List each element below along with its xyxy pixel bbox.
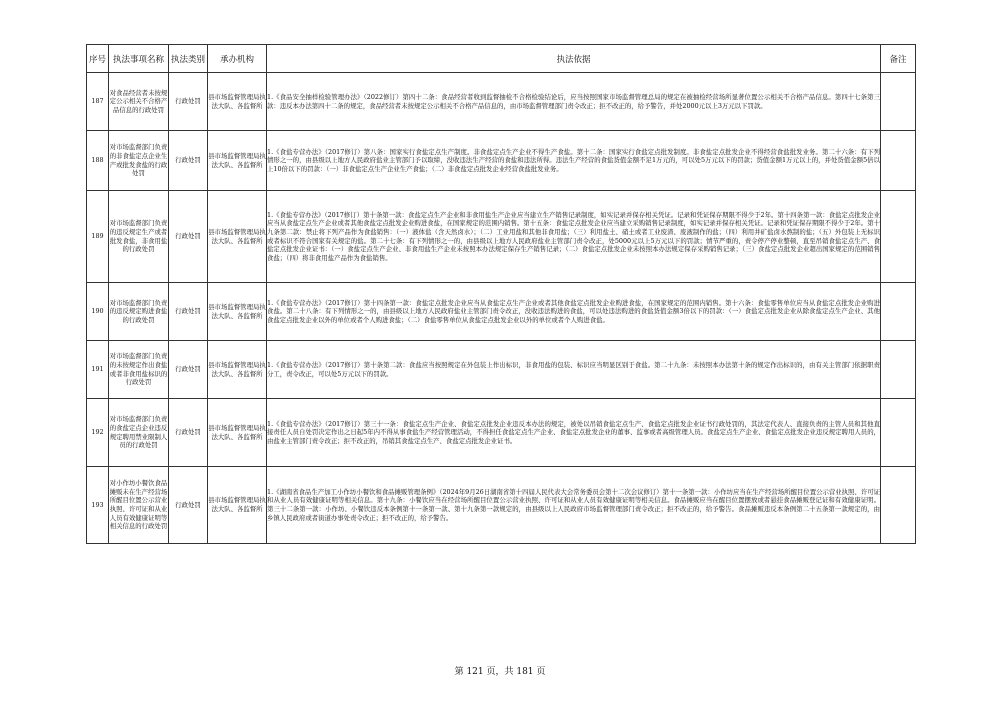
enforcement-type: 行政处罚: [169, 191, 208, 283]
handling-agency: 县市场监督管理局执法大队、各监督所: [208, 131, 267, 191]
enforcement-type: 行政处罚: [169, 73, 208, 131]
remarks: [881, 283, 916, 341]
enforcement-type: 行政处罚: [169, 131, 208, 191]
handling-agency: 县市场监督管理局执法大队、各监督所: [208, 341, 267, 399]
row-number: 187: [87, 73, 109, 131]
handling-agency: 县市场监督管理局执法大队、各监督所: [208, 283, 267, 341]
handling-agency: 县市场监督管理局执法大队、各监督所: [208, 73, 267, 131]
legal-basis: 1.《食盐专营办法》（2017修订）第八条：国家实行食盐定点生产制度。非食盐定点生产企业不得生产食盐。第十二条：国家实行食盐定点批发制度。非食盐定点批发企业不得经营食盐批发业务。第二十六条：有下列情形之一的，由县级以上地方人民政府盐业主管部门予以取缔，没收违法生产经营的食盐和违法所得。违法生产经营的食盐货值金额不足1万元的，可以处5万元以下的罚款；货值金额1万元以上的，并处货值金额5倍以上10倍以下的罚款：（一）非食盐定点生产企业生产食盐；（二）非食盐定点批发企业经营食盐批发业务。: [267, 131, 881, 191]
row-number: 188: [87, 131, 109, 191]
remarks: [881, 73, 916, 131]
remarks: [881, 341, 916, 399]
table-row: [87, 131, 916, 191]
row-number: 193: [87, 467, 109, 544]
row-number: 192: [87, 399, 109, 467]
table-row: [87, 467, 916, 544]
legal-basis: 1.《食盐专营办法》（2017修订）第三十一条：食盐定点生产企业、食盐定点批发企业违反本办法的规定，被处以吊销食盐定点生产、食盐定点批发企业证书行政处罚的，其法定代表人、直接负责的主管人员和其他直接责任人员自处罚决定作出之日起5年内不得从事食盐生产经营管理活动，不得担任食盐定点生产企业、食盐定点批发企业的董事、监事或者高级管理人员。食盐定点生产企业、食盐定点批发企业违反规定聘用人员的，由盐业主管部门责令改正；拒不改正的，吊销其食盐定点生产、食盐定点批发企业证书。: [267, 399, 881, 467]
page-number-footer: 第 121 页，共 181 页: [454, 667, 546, 677]
enforcement-type: 行政处罚: [169, 399, 208, 467]
remarks: [881, 191, 916, 283]
legal-basis: 1.《湖南省食品生产加工小作坊小餐饮和食品摊贩管理条例》（2024年9月26日湖南省第十四届人民代表大会常务委员会第十二次会议修订）第十一条第一款：小作坊应当在生产经营场所醒目位置公示营业执照、许可证和从业人员有效健康证明等相关信息。第十九条：小餐饮应当在经营场所醒目位置公示营业执照、许可证和从业人员有效健康证明等相关信息。食品摊贩应当在醒目位置摆放或者悬挂食品摊贩登记证和有效健康证明。第三十二条第一款：小作坊、小餐饮违反本条例第十一条第一款、第十九条第一款规定的，由县级以上人民政府市场监督管理部门责令改正；拒不改正的，给予警告。食品摊贩违反本条例第二十五条第一款规定的，由乡镇人民政府或者街道办事处责令改正；拒不改正的，给予警告。: [267, 467, 881, 544]
handling-agency: 县市场监督管理局执法大队、各监督所: [208, 399, 267, 467]
table-row: [87, 341, 916, 399]
header-org: 承办机构: [208, 45, 267, 73]
header-note: 备注: [881, 45, 916, 73]
row-number: 191: [87, 341, 109, 399]
remarks: [881, 131, 916, 191]
item-name: 对市场监督部门负责的未按规定作出食盐或者非食用盐标识的行政处罚: [109, 341, 169, 399]
header-type: 执法类别: [169, 45, 208, 73]
legal-basis: 1.《食盐专营办法》（2017修订）第十四条第一款：食盐定点批发企业应当从食盐定点生产企业或者其他食盐定点批发企业购进食盐，在国家规定的范围内销售。第十六条：食盐零售单位应当从食盐定点批发企业购进食盐。第二十八条：有下列情形之一的，由县级以上地方人民政府盐业主管部门责令改正，没收违法购进的食盐，可以处违法购进的食盐货值金额3倍以下的罚款：（一）食盐定点批发企业从除食盐定点生产企业、其他食盐定点批发企业以外的单位或者个人购进食盐；（二）食盐零售单位从食盐定点批发企业以外的单位或者个人购进食盐。: [267, 283, 881, 341]
table-row: [87, 399, 916, 467]
legal-basis: 1.《食品安全抽样检验管理办法》（2022修订）第四十二条：食品经营者收到监督抽检不合格检验结论后，应当按照国家市场监督管理总局的规定在被抽检经营场所显著位置公示相关不合格产品信息。第四十七条第三款：违反本办法第四十二条的规定，食品经营者未按规定公示相关不合格产品信息的，由市场监督管理部门责令改正；拒不改正的，给予警告，并处2000元以上3万元以下罚款。: [267, 73, 881, 131]
item-name: 对市场监督部门负责的违反规定购进食盐的行政处罚: [109, 283, 169, 341]
item-name: 对小作坊小餐饮食品摊贩未在生产经营场所醒目位置公示营业执照、许可证和从业人员有效健康证明等相关信息的行政处罚: [109, 467, 169, 544]
remarks: [881, 399, 916, 467]
item-name: 对市场监督部门负责的非食盐定点企业生产或批发食盐的行政处罚: [109, 131, 169, 191]
handling-agency: 县市场监督管理局执法大队、各监督所: [208, 191, 267, 283]
legal-basis: 1.《食盐专营办法》（2017修订）第十条第一款：食盐定点生产企业和非食用盐生产企业应当建立生产销售记录制度，如实记录并保存相关凭证。记录和凭证保存期限不得少于2年。第十四条第一款：食盐定点批发企业应当从食盐定点生产企业或者其他食盐定点批发企业购进食盐，在国家规定的范围内销售。第十五条：食盐定点批发企业应当建立采购销售记录制度，如实记录并保存相关凭证。记录和凭证保存期限不得少于2年。第十九条第二款：禁止将下列产品作为食盐销售：（一）液体盐（含天然卤水）；（二）工业用盐和其他非食用盐；（三）利用盐土、硝土或者工业废渣、废液制作的盐；（四）利用井矿盐卤水熬制的盐；（五）外包装上无标识或者标识不符合国家有关规定的盐。第二十七条：有下列情形之一的，由县级以上地方人民政府盐业主管部门责令改正，处5000元以上5万元以下的罚款；情节严重的，责令停产停业整顿，直至吊销食盐定点生产、食盐定点批发企业证书：（一）食盐定点生产企业、非食用盐生产企业未按照本办法规定保存生产销售记录；（二）食盐定点批发企业未按照本办法规定保存采购销售记录；（三）食盐定点批发企业超出国家规定的范围销售食盐；（四）将非食用盐产品作为食盐销售。: [267, 191, 881, 283]
row-number: 189: [87, 191, 109, 283]
handling-agency: 县市场监督管理局执法大队、各监督所: [208, 467, 267, 544]
header-no: 序号: [87, 45, 109, 73]
legal-basis: 1.《食盐专营办法》（2017修订）第十条第二款：食盐应当按照规定在外包装上作出标识，非食用盐的包装、标识应当明显区别于食盐。第二十九条：未按照本办法第十条的规定作出标识的，由有关主管部门依据职责分工，责令改正，可以处5万元以下的罚款。: [267, 341, 881, 399]
item-name: 对市场监督部门负责的食盐定点企业违反规定聘用禁业限制人员的行政处罚: [109, 399, 169, 467]
table-row: [87, 73, 916, 131]
table-row: [87, 191, 916, 283]
remarks: [881, 467, 916, 544]
header-name: 执法事项名称: [109, 45, 169, 73]
enforcement-type: 行政处罚: [169, 467, 208, 544]
enforcement-table: [86, 44, 916, 544]
table-header-row: [87, 45, 916, 73]
enforcement-type: 行政处罚: [169, 341, 208, 399]
row-number: 190: [87, 283, 109, 341]
header-basis: 执法依据: [267, 45, 881, 73]
item-name: 对食品经营者未按规定公示相关不合格产品信息的行政处罚: [109, 73, 169, 131]
item-name: 对市场监督部门负责的违反规定生产或者批发食盐，非食用盐的行政处罚: [109, 191, 169, 283]
enforcement-type: 行政处罚: [169, 283, 208, 341]
table-row: [87, 283, 916, 341]
